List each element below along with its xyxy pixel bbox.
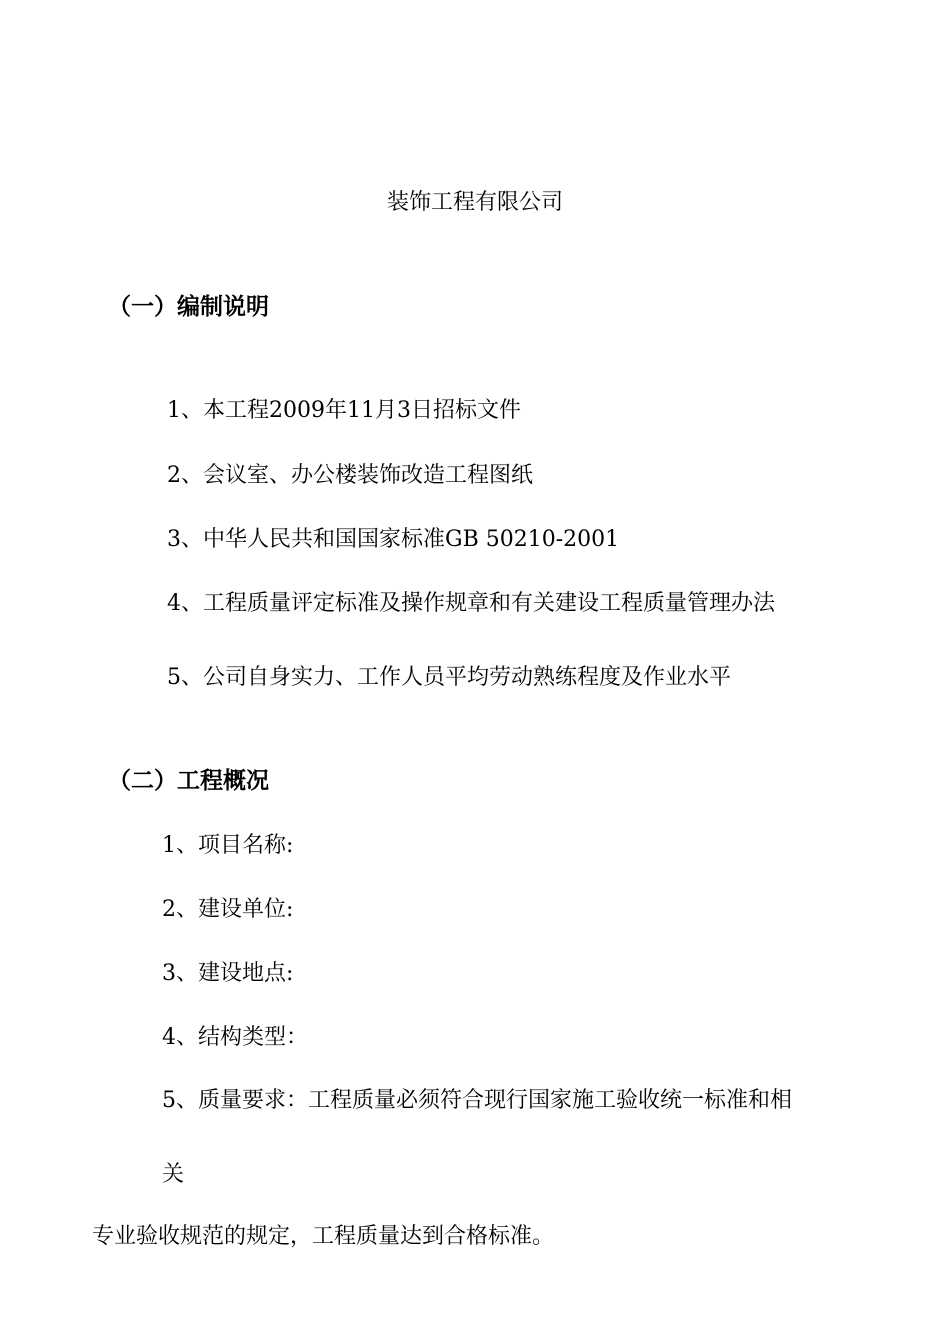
section2-item-1: 1、项目名称: (162, 833, 294, 858)
company-title: 装饰工程有限公司 (386, 190, 563, 215)
section2-item-3: 3、建设地点: (162, 961, 294, 986)
section2-item-5: 5、质量要求：工程质量必须符合现行国家施工验收统一标准和相 (162, 1088, 792, 1113)
section1-item-1: 1、本工程2009年11月3日招标文件 (167, 398, 521, 423)
section1-heading: （一）编制说明 (108, 294, 269, 320)
section2-continuation-1: 关 (162, 1162, 185, 1187)
section1-item-2: 2、会议室、办公楼装饰改造工程图纸 (167, 463, 533, 488)
section2-heading: （二）工程概况 (108, 768, 269, 794)
section1-item-4: 4、工程质量评定标准及操作规章和有关建设工程质量管理办法 (167, 591, 775, 616)
section2-continuation-2: 专业验收规范的规定，工程质量达到合格标准。 (92, 1224, 555, 1249)
section1-item-5: 5、公司自身实力、工作人员平均劳动熟练程度及作业水平 (167, 665, 731, 690)
section2-item-4: 4、结构类型： (162, 1025, 308, 1050)
section2-item-2: 2、建设单位: (162, 897, 294, 922)
section1-item-3: 3、中华人民共和国国家标准GB 50210-2001 (167, 527, 620, 552)
